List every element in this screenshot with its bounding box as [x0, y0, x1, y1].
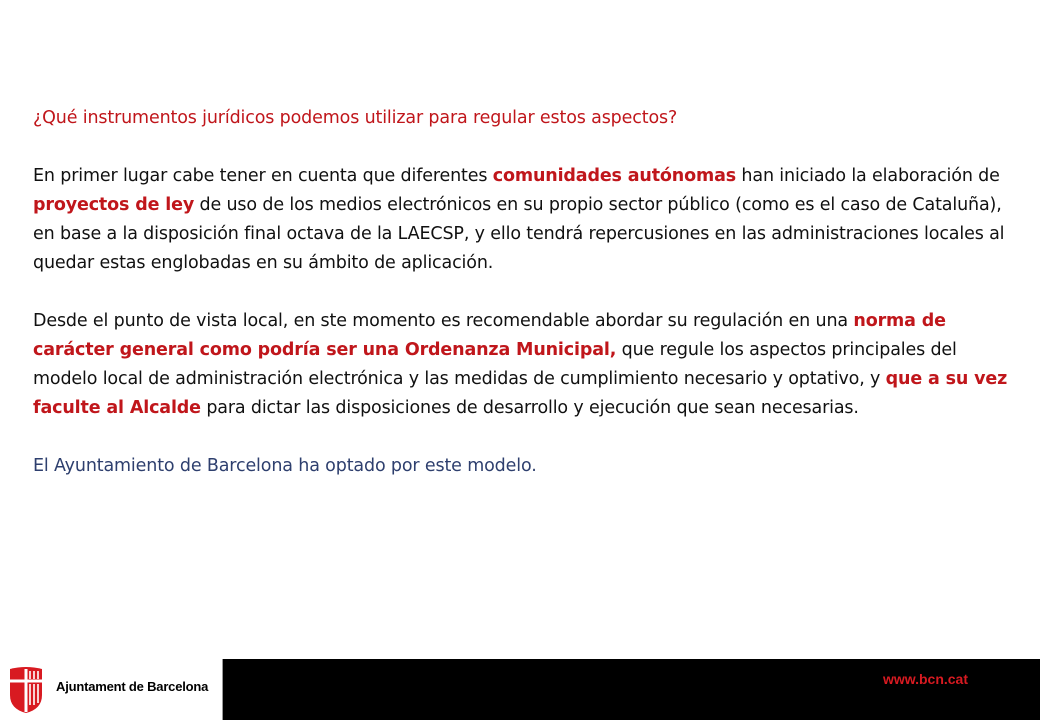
- spacer: [33, 278, 1023, 307]
- spacer: [33, 423, 1023, 452]
- p2-text-2: que regule los aspectos principales del modelo local de administración electrónica y las medidas de cumplimiento necesario y optativo, y: [33, 340, 957, 389]
- spacer: [33, 133, 1023, 162]
- p2-text-1: Desde el punto de vista local, en ste momento es recomendable abordar su regulación en una: [33, 311, 854, 331]
- p1-highlight-1: comunidades autónomas: [492, 166, 737, 186]
- footer-bar: [0, 659, 1040, 720]
- p1-highlight-2: proyectos de ley: [33, 195, 195, 215]
- p1-text-2: han iniciado la elaboración de: [736, 166, 1000, 186]
- paragraph-2: [33, 307, 1023, 423]
- p1-text-3: de uso de los medios electrónicos en su propio sector público (como es el caso de Cataluña), en base a la disposición final octava de la LAECSP, y ello tendrá repercusiones en las administraciones locales al quedar estas englobadas en su ámbito de aplicación.: [33, 195, 1005, 273]
- slide-body: [33, 104, 1023, 481]
- question-heading: ¿Qué instrumentos jurídicos podemos utilizar para regular estos aspectos?: [33, 108, 678, 128]
- p2-highlight-1: norma de carácter general como podría ser una Ordenanza Municipal,: [33, 311, 946, 360]
- p2-highlight-2: que a su vez faculte al Alcalde: [33, 369, 1008, 418]
- logo-text: Ajuntament de Barcelona: [56, 679, 209, 694]
- p2-text-3: para dictar las disposiciones de desarrollo y ejecución que sean necesarias.: [200, 398, 859, 418]
- paragraph-1: [33, 162, 1023, 278]
- p1-text-1: En primer lugar cabe tener en cuenta que diferentes: [33, 166, 493, 186]
- paragraph-3: El Ayuntamiento de Barcelona ha optado por este modelo.: [33, 456, 537, 476]
- footer-url-link[interactable]: www.bcn.cat: [882, 671, 968, 687]
- barcelona-coat-of-arms-icon: [4, 665, 48, 715]
- footer-logo[interactable]: [0, 659, 223, 720]
